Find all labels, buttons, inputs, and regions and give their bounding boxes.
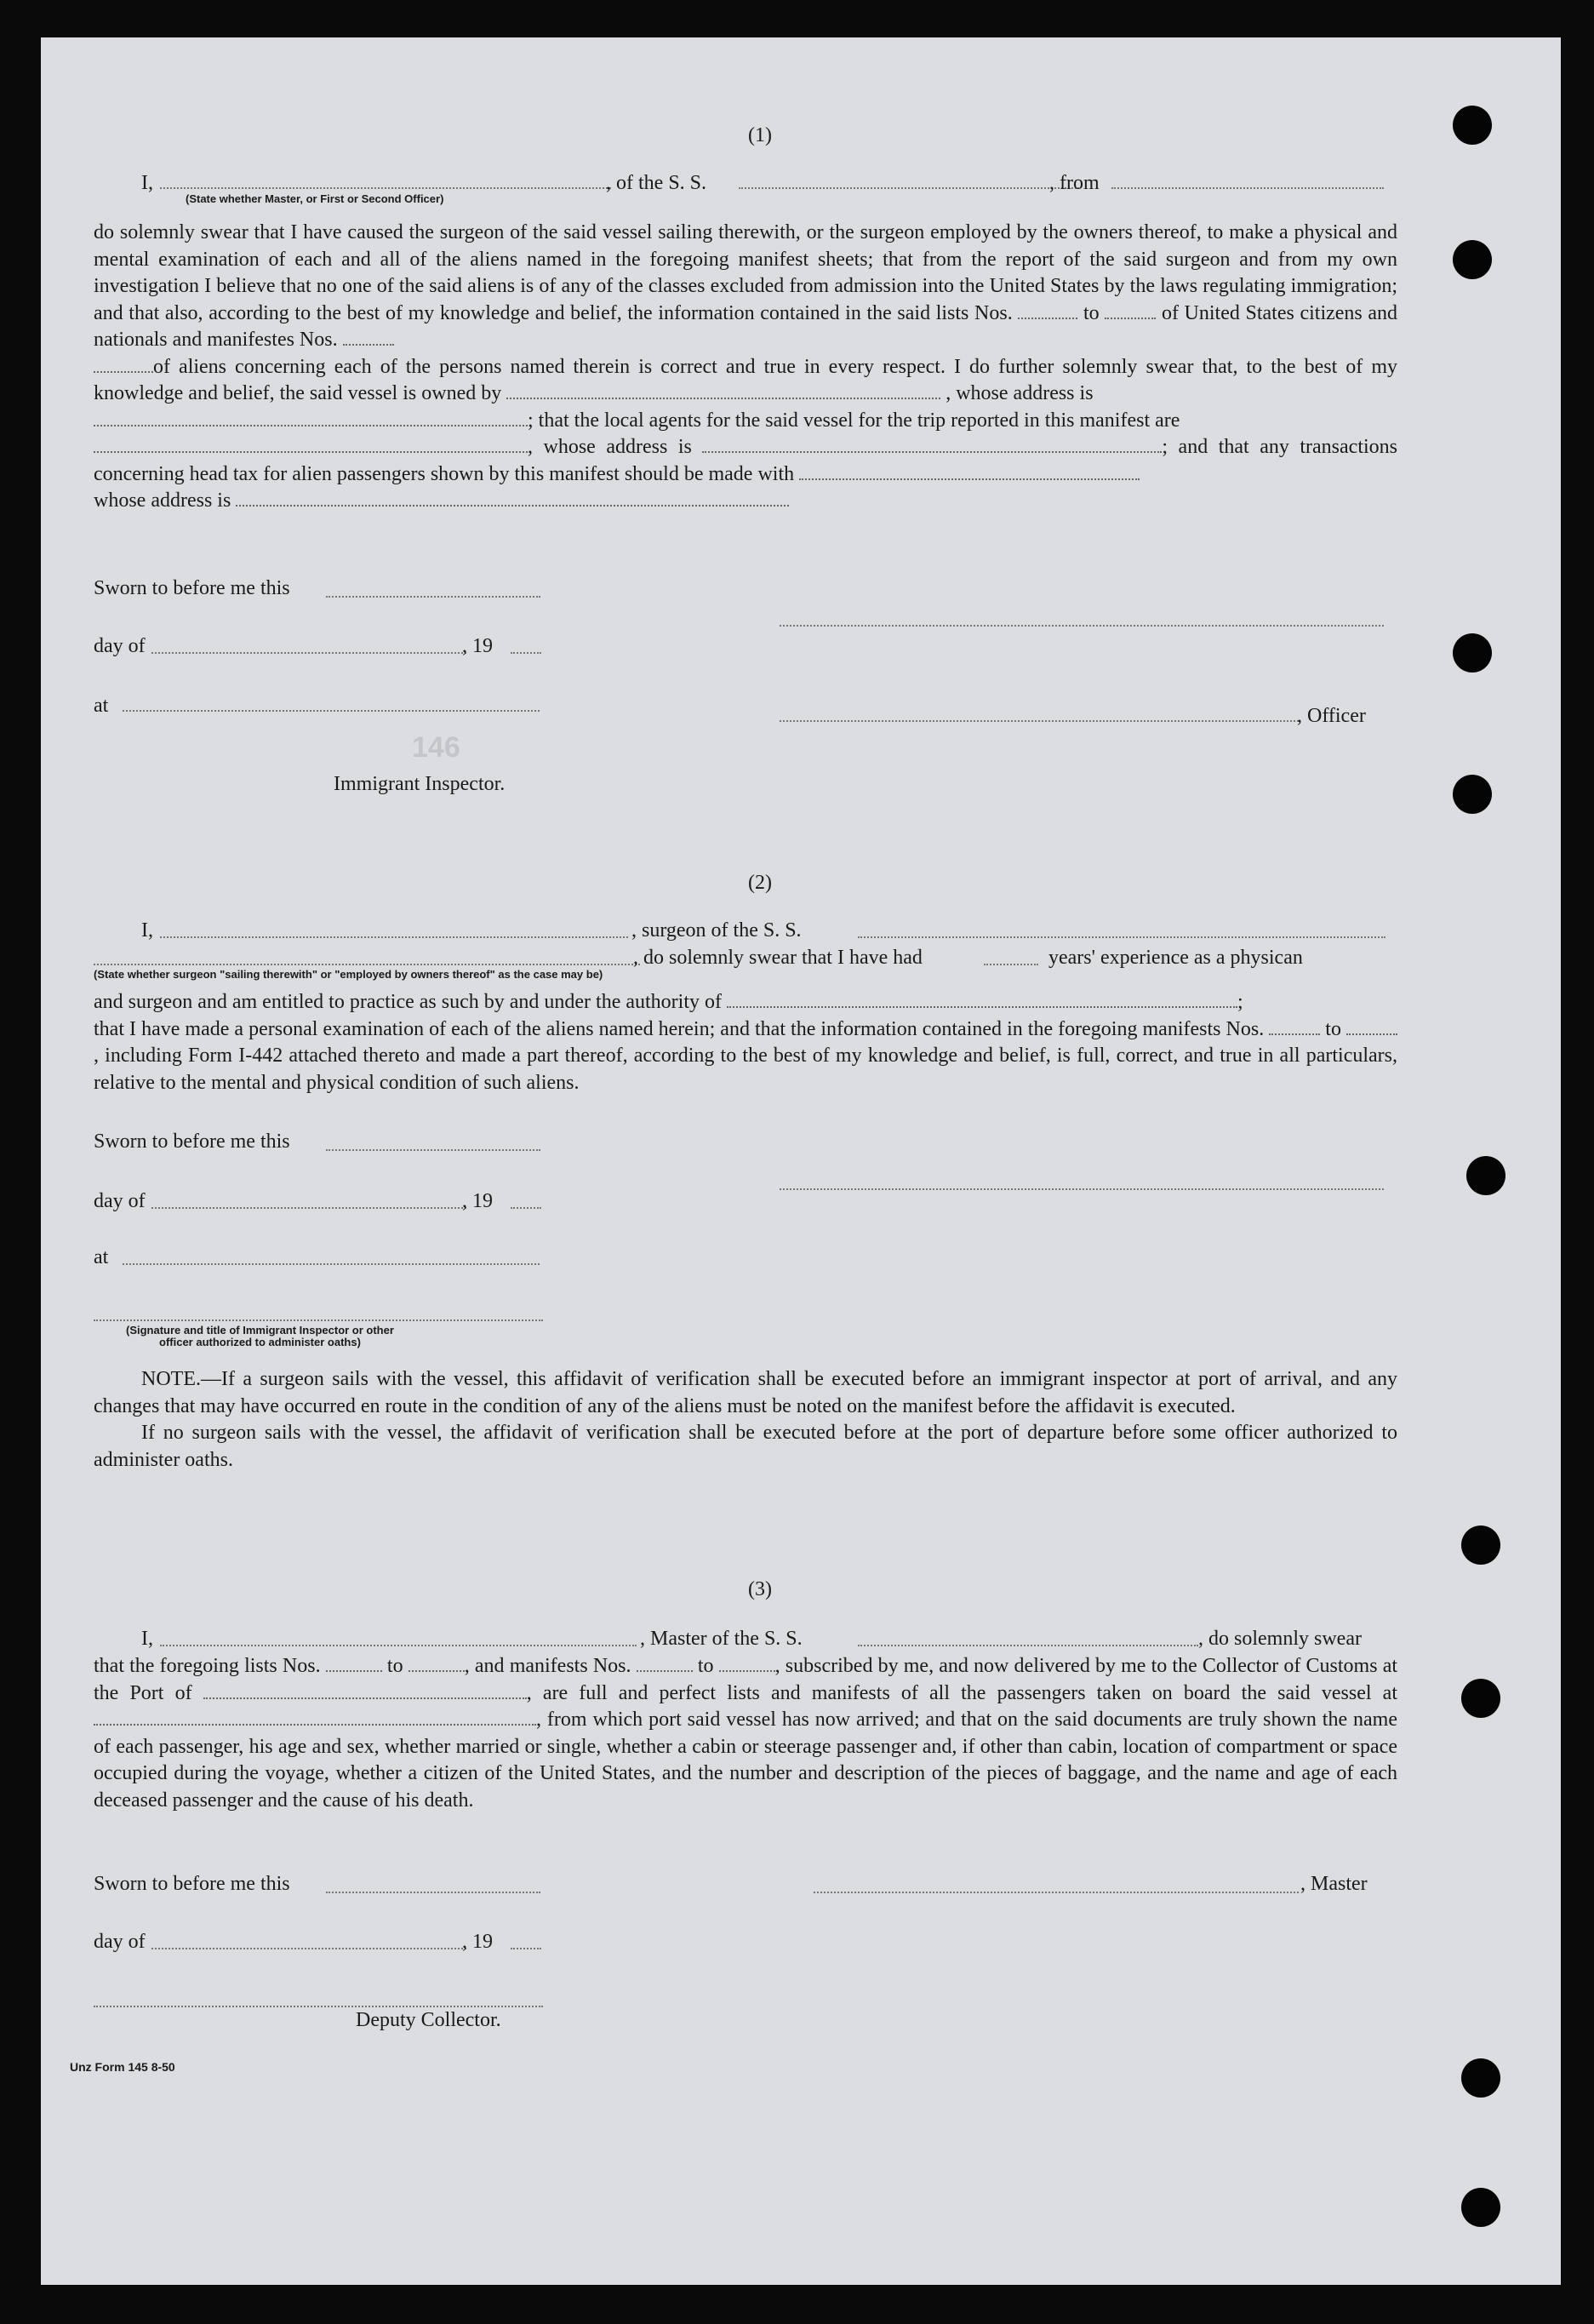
owner-field[interactable] — [506, 382, 940, 399]
sworn-date-field[interactable] — [326, 1892, 540, 1893]
immigrant-inspector-label: Immigrant Inspector. — [334, 773, 506, 795]
i-label: I, — [141, 172, 153, 194]
surgeon-of-label: , surgeon of the S. S. — [631, 919, 802, 942]
from-port-field[interactable] — [1111, 187, 1384, 189]
signature-line[interactable] — [780, 625, 1384, 627]
whose-address-label: , whose address is — [946, 382, 1094, 404]
solemnly-swear-label: , do solemnly swear that I have had — [633, 947, 923, 969]
binder-hole — [1461, 2058, 1500, 2098]
lists-from-field[interactable] — [1018, 302, 1077, 319]
form-number: Unz Form 145 8-50 — [70, 2060, 175, 2074]
affidavit-text-c: , are full and perfect lists and manifests of all the passengers taken on board the said vessel at — [526, 1681, 1397, 1704]
surgeon-type-note: (State whether surgeon "sailing therewith" or "employed by owners thereof" as the case may be) — [94, 968, 603, 981]
binder-hole — [1461, 1679, 1500, 1718]
at-field[interactable] — [123, 1263, 540, 1265]
at-field[interactable] — [123, 710, 540, 712]
authority-field[interactable] — [727, 991, 1237, 1008]
affidavit-text-f: ; and that any transactions concerning head tax for alien passengers shown by this manifest should be made with — [94, 436, 1397, 485]
year-label: , 19 — [462, 635, 493, 657]
years-experience-label: years' experience as a physican — [1048, 947, 1303, 969]
year-field[interactable] — [511, 1948, 541, 1949]
surgeon-vessel-field[interactable] — [858, 936, 1385, 938]
i-label: I, — [141, 1628, 153, 1650]
affidavit-text-b: of United States citizens and nationals and manifestes Nos. — [94, 301, 1398, 351]
affidavit-text-a: that the foregoing lists Nos. — [94, 1655, 321, 1677]
master-label: , Master — [1300, 1873, 1368, 1895]
surgeon-name-field[interactable] — [160, 936, 628, 938]
binder-hole — [1453, 240, 1492, 279]
manifests-from-field[interactable] — [343, 329, 394, 346]
year-label: , 19 — [462, 1931, 493, 1953]
binder-hole — [1453, 633, 1492, 673]
affidavit-text-g: whose address is — [94, 489, 231, 512]
manifests-to-field[interactable] — [719, 1655, 775, 1672]
section2-affidavit-text: and surgeon and am entitled to practice as such by and under the authority of ; that I have made a personal examination of each of the aliens named herein; and that the information contained in the foregoing manifests Nos. to , including Form I-442 attached thereto and made a part thereof, according to the best of my knowledge and belief, is full, correct, and true in all particulars, relative to the mental and physical condition of such aliens. — [94, 991, 1397, 1094]
affidavit-text-d: , from which port said vessel has now arrived; and that on the said documents are truly shown the name of each passenger, his age and sex, whether married or single, whether a cabin or steerage passenger and, if other than cabin, location of compartment or space occupied during the voyage, whether a citizen of the United States, and the number and description of the pieces of baggage, and the name and age of each deceased passenger and the cause of his death. — [94, 1709, 1397, 1812]
manifests-to-field[interactable] — [94, 356, 153, 373]
manifests-to-field[interactable] — [1346, 1018, 1397, 1035]
vessel-name-field[interactable] — [739, 187, 1079, 189]
section-number: (2) — [748, 872, 772, 894]
signature-note — [126, 1325, 394, 1348]
lists-from-field[interactable] — [326, 1655, 382, 1672]
to-label: to — [697, 1655, 714, 1677]
head-tax-address-field[interactable] — [236, 489, 789, 507]
manifests-label: , and manifests Nos. — [464, 1655, 631, 1677]
officer-signature-line[interactable] — [780, 720, 1299, 722]
note-2: If no surgeon sails with the vessel, the affidavit of verification shall be executed before at the port of departure before some officer authorized to administer oaths. — [94, 1422, 1397, 1471]
binder-hole — [1466, 1156, 1505, 1195]
sworn-label: Sworn to before me this — [94, 577, 290, 599]
sworn-label: Sworn to before me this — [94, 1873, 290, 1895]
signature-line[interactable] — [780, 1188, 1384, 1190]
manifests-from-field[interactable] — [1269, 1018, 1320, 1035]
do-solemnly-swear-label: , do solemnly swear — [1198, 1628, 1362, 1650]
note-1: NOTE.—If a surgeon sails with the vessel, this affidavit of verification shall be executed before an immigrant inspector at port of arrival, and any changes that may have occurred en route in the condition of any of the aliens must be noted on the manifest before the affidavit is executed. — [94, 1368, 1397, 1417]
inspector-signature-line[interactable] — [94, 1319, 543, 1321]
surgeon-type-field[interactable] — [94, 964, 640, 965]
affidavit-text-c: of aliens concerning each of the persons named therein is correct and true in every respect. I do further solemnly swear that, to the best of my knowledge and belief, the said vessel is owned by — [94, 355, 1397, 404]
affidavit-text-e: , whose address is — [528, 436, 692, 458]
binder-hole — [1461, 2188, 1500, 2227]
agents-field[interactable] — [94, 436, 528, 453]
day-of-field[interactable] — [151, 652, 466, 654]
deputy-collector-label: Deputy Collector. — [356, 2009, 501, 2031]
section1-affidavit-text — [94, 220, 1397, 515]
i-label: I, — [141, 919, 153, 942]
year-field[interactable] — [511, 652, 541, 654]
to-label: to — [1083, 301, 1100, 324]
binder-hole — [1461, 1525, 1500, 1565]
master-vessel-field[interactable] — [858, 1645, 1198, 1646]
head-tax-field[interactable] — [799, 463, 1140, 480]
affidavit-text-a: do solemnly swear that I have caused the surgeon of the said vessel sailing therewith, or the surgeon employed by the owners thereof, to make a physical and mental examination of each and all of the aliens named in the foregoing manifest sheets; that from the report of the said surgeon and from my own investigation I believe that no one of the said aliens is of any of the classes excluded from admission into the United States by the laws regulating immigration; and that also, according to the best of my knowledge and belief, the information contained in the said lists Nos. — [94, 221, 1397, 324]
day-of-label: day of — [94, 1931, 146, 1953]
departure-port-field[interactable] — [94, 1709, 536, 1726]
owner-address-field[interactable] — [94, 409, 528, 426]
note-paragraph — [94, 1366, 1397, 1474]
sworn-date-field[interactable] — [326, 1149, 540, 1151]
officer-label: , Officer — [1297, 705, 1366, 727]
day-of-label: day of — [94, 1190, 146, 1212]
day-of-field[interactable] — [151, 1948, 466, 1949]
of-the-ss-label: , of the S. S. — [606, 172, 707, 194]
agents-address-field[interactable] — [702, 436, 1162, 453]
section3-affidavit-text — [94, 1653, 1397, 1814]
signature-note-line-1: (Signature and title of Immigrant Inspector or other — [126, 1324, 394, 1337]
to-label: to — [386, 1655, 403, 1677]
lists-to-field[interactable] — [1105, 302, 1156, 319]
at-label: at — [94, 1246, 109, 1268]
at-label: at — [94, 695, 109, 717]
master-signature-line[interactable] — [814, 1892, 1299, 1893]
day-of-label: day of — [94, 635, 146, 657]
section-number: (3) — [748, 1578, 772, 1600]
master-name-field[interactable] — [160, 1645, 637, 1646]
officer-name-field[interactable] — [160, 187, 611, 189]
year-label: , 19 — [462, 1190, 493, 1212]
sworn-date-field[interactable] — [326, 596, 540, 598]
signature-note-line-2: officer authorized to administer oaths) — [159, 1336, 361, 1348]
faint-stamp: 146 — [412, 731, 460, 764]
year-field[interactable] — [511, 1207, 541, 1209]
port-field[interactable] — [203, 1682, 527, 1699]
affidavit-text-d: ; that the local agents for the said vessel for the trip reported in this manifest are — [528, 409, 1180, 432]
master-of-label: , Master of the S. S. — [640, 1628, 803, 1650]
manifests-from-field[interactable] — [637, 1655, 693, 1672]
form-page — [41, 37, 1561, 2285]
to-label: to — [1325, 1017, 1341, 1040]
officer-rank-note: (State whether Master, or First or Second Officer) — [186, 192, 444, 205]
affidavit-text-b: that I have made a personal examination of each of the aliens named herein; and that the information contained in the foregoing manifests Nos. — [94, 1017, 1265, 1040]
affidavit-text-b: , subscribed by me, and now delivered by me to the Collector of Customs at the Port of — [94, 1655, 1398, 1704]
binder-hole — [1453, 775, 1492, 814]
binder-hole — [1453, 106, 1492, 145]
affidavit-text-a: and surgeon and am entitled to practice as such by and under the authority of — [94, 991, 722, 1013]
day-of-field[interactable] — [151, 1207, 466, 1209]
section-number: (1) — [748, 124, 772, 146]
lists-to-field[interactable] — [408, 1655, 465, 1672]
from-label: , from — [1049, 172, 1100, 194]
years-experience-field[interactable] — [984, 964, 1038, 965]
affidavit-text-c: , including Form I-442 attached thereto and made a part thereof, according to the best of my knowledge and belief, is full, correct, and true in all particulars, relative to the mental and physical condition of such aliens. — [94, 1045, 1397, 1094]
sworn-label: Sworn to before me this — [94, 1131, 290, 1153]
